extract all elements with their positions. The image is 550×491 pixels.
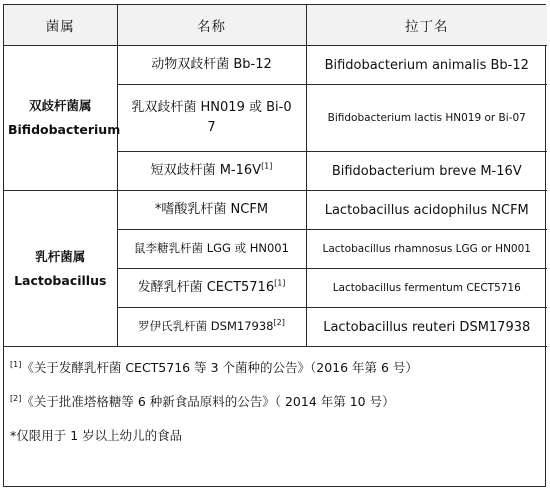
strain-latin-name: Bifidobacterium animalis Bb-12 [306,46,547,85]
genus-latin: Lactobacillus [14,272,107,288]
strain-cn-text: 动物双歧杆菌 Bb-12 [151,56,272,72]
strain-cn-name [117,308,306,347]
strain-cn-name [117,152,306,191]
strain-latin-name: Lactobacillus acidophilus NCFM [306,191,547,230]
remark: *仅限用于 1 岁以上幼儿的食品 [10,428,183,443]
table-row [4,191,547,230]
probiotics-table-sheet [3,4,546,487]
probiotics-table [4,5,547,347]
genus-cn: 乳杆菌属 [35,248,86,264]
footnote [10,391,545,425]
strain-cn-name [117,230,306,269]
strain-cn-text: *嗜酸乳杆菌 NCFM [154,201,269,217]
strain-cn-name [117,46,306,85]
strain-cn-line2: 7 [207,120,216,135]
footnote-text: 《关于发酵乳杆菌 CECT5716 等 3 个菌种的公告》（2016 年第 6 号） [21,360,418,375]
header-latin-name: 拉丁名 [306,5,547,46]
strain-cn-name [117,269,306,308]
header-row [4,5,547,46]
strain-cn-name [117,85,306,152]
table-row [4,46,547,85]
strain-cn-text: 短双歧杆菌 M-16V [150,162,262,178]
strain-cn-name [117,191,306,230]
strain-cn-line1: 乳双歧杆菌 HN019 或 Bi-0 [131,99,292,115]
genus-cn: 双歧杆菌属 [28,98,92,114]
strain-latin-name: Lactobacillus fermentum CECT5716 [306,269,547,308]
genus-cell-lactobacillus [4,191,117,347]
strain-latin-name: Bifidobacterium lactis HN019 or Bi-07 [306,85,547,152]
footnote-mark: [1] [10,359,22,369]
footnote-ref: [1] [261,161,273,171]
genus-cell-bifidobacterium [4,46,121,191]
strain-latin-name: Lactobacillus reuteri DSM17938 [306,308,547,347]
strain-latin-name: Lactobacillus rhamnosus LGG or HN001 [306,230,547,269]
footnote-ref: [1] [274,278,286,288]
footnotes-section [4,347,545,459]
footnote-text: 《关于批准塔格糖等 6 种新食品原料的公告》（ 2014 年第 10 号） [21,394,395,409]
footnote-ref: [2] [273,318,285,328]
footnote-mark: [2] [10,393,22,403]
footnote [10,357,545,391]
header-name: 名称 [117,5,306,46]
strain-cn-text: 发酵乳杆菌 CECT5716 [137,279,275,295]
strain-cn-text: 罗伊氏乳杆菌 DSM17938 [138,319,274,334]
strain-latin-name: Bifidobacterium breve M-16V [306,152,547,191]
genus-latin: Bifidobacterium [8,122,121,137]
strain-cn-text: 鼠李糖乳杆菌 LGG 或 HN001 [134,241,289,256]
header-genus: 菌属 [4,5,117,46]
